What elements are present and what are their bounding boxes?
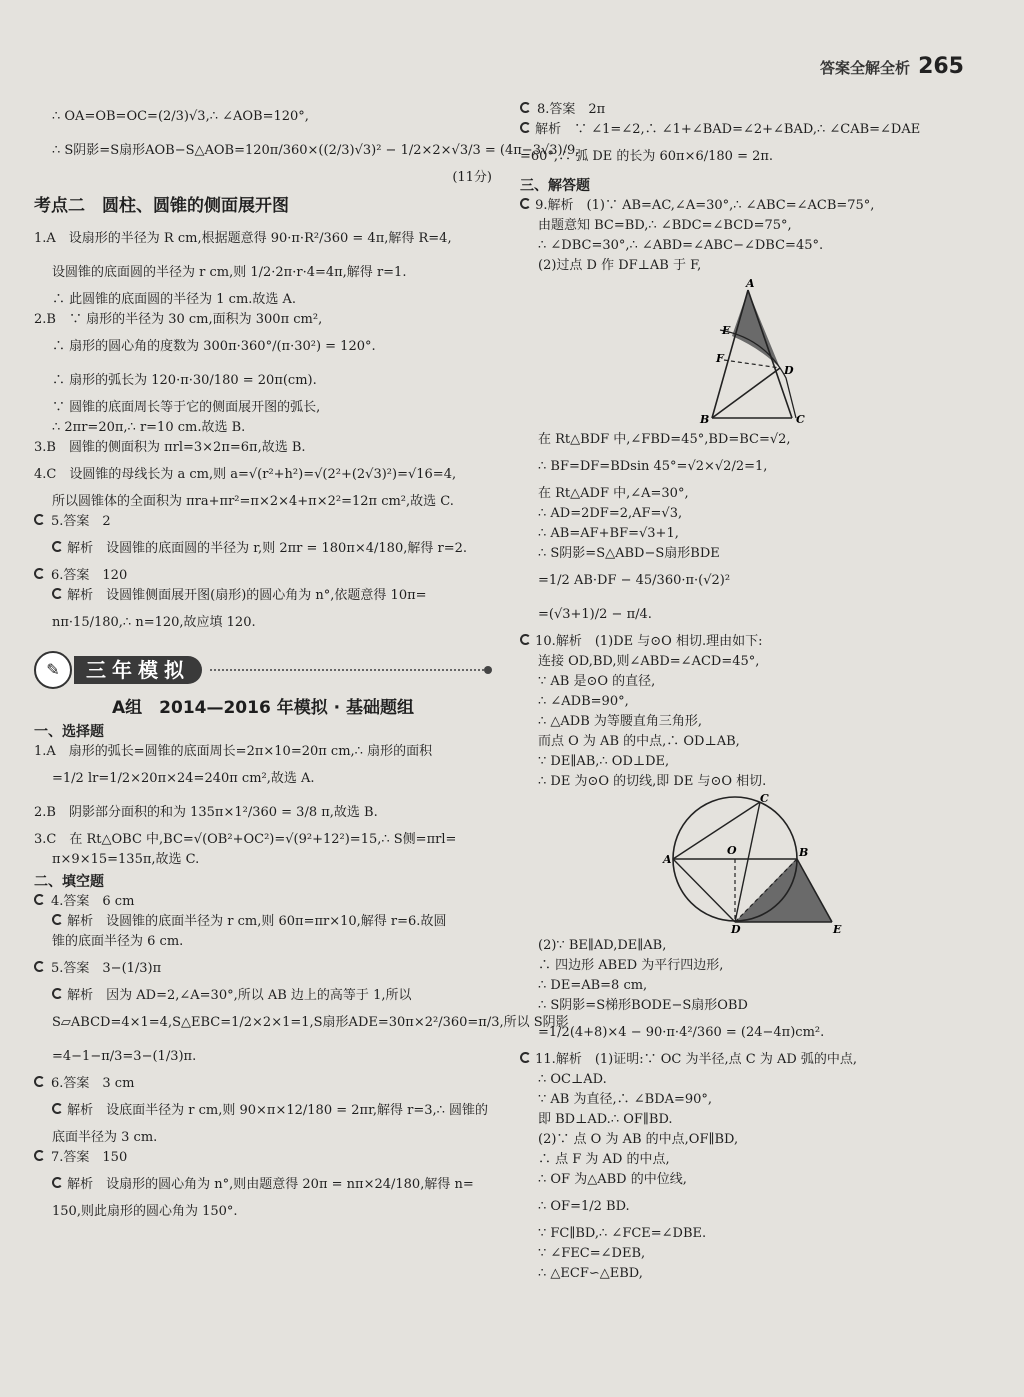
segment-ac: [673, 802, 760, 859]
analysis-line: [34, 912, 492, 932]
analysis-line: [34, 586, 492, 606]
answer-icon: [34, 1150, 45, 1161]
answer-icon: [520, 102, 531, 113]
text-line: =(√3+1)/2 − π/4.: [538, 607, 652, 622]
text-line: ∴ 扇形的圆心角的度数为 300π·360°/(π·30²) = 120°.: [52, 339, 376, 354]
text-line: ∵ FC∥BD,∴ ∠FCE=∠DBE.: [538, 1226, 707, 1241]
text-line: =1/2 AB·DF − 45/360·π·(√2)²: [538, 573, 731, 588]
answer-icon: [34, 961, 45, 972]
analysis-icon: [520, 634, 531, 645]
segment-df: [724, 360, 780, 368]
answer-tag: [520, 102, 531, 113]
text-line: ∴ S阴影=S扇形AOB−S△AOB=120π/360×((2/3)√3)² − 1/2×2×√3/3 = (4π−3√3)/9.: [52, 143, 580, 158]
text-line: (2)∵ 点 O 为 AB 的中点,OF∥BD,: [538, 1132, 739, 1147]
pencil-icon: ✎: [34, 651, 72, 689]
text-line: ∴ △ECF∽△EBD,: [538, 1266, 643, 1281]
answer-icon: [34, 894, 45, 905]
answer-tag: [34, 1150, 45, 1161]
text-line: 1.A 扇形的弧长=圆锥的底面周长=2π×10=20π cm,∴ 扇形的面积: [34, 744, 433, 759]
text-line: ∴ OA=OB=OC=(2/3)√3,∴ ∠AOB=120°,: [52, 109, 309, 124]
label-f: F: [716, 352, 724, 365]
answer-text: 4.答案 6 cm: [51, 894, 135, 909]
answer-line: [520, 100, 975, 120]
label-b: B: [799, 846, 809, 859]
text-line: 底面半径为 3 cm.: [52, 1130, 158, 1145]
subsection-title: 二、填空题: [34, 874, 104, 890]
analysis-text: 解析 设圆锥的底面半径为 r cm,则 60π=πr×10,解得 r=6.故圆: [67, 914, 447, 929]
label-a: A: [746, 278, 755, 290]
label-c: C: [760, 794, 769, 805]
text-line: =1/2(4+8)×4 − 90·π·4²/360 = (24−4π)cm².: [538, 1025, 825, 1040]
section-title: 考点二 圆柱、圆锥的侧面展开图: [34, 196, 289, 216]
analysis-icon: [520, 122, 531, 133]
circle-figure: [520, 794, 975, 934]
label-e: E: [722, 324, 731, 337]
subsection-title: 三、解答题: [520, 178, 590, 194]
text-line: 2.B ∵ 扇形的半径为 30 cm,面积为 300π cm²,: [34, 312, 323, 327]
score-note: (11分): [452, 170, 492, 185]
text-line: ∵ AB 为直径,∴ ∠BDA=90°,: [538, 1092, 713, 1107]
answer-text: 5.答案 2: [51, 514, 111, 529]
analysis-text: 9.解析 (1)∵ AB=AC,∠A=30°,∴ ∠ABC=∠ACB=75°,: [535, 198, 875, 213]
answer-icon: [34, 514, 45, 525]
text-line: 即 BD⊥AD.∴ OF∥BD.: [538, 1112, 673, 1127]
text-line: ∴ OF 为△ABD 的中位线,: [538, 1172, 687, 1187]
text-line: ∴ 点 F 为 AD 的中点,: [538, 1152, 670, 1167]
page-header: [820, 54, 964, 79]
answer-line: [34, 512, 492, 532]
banner-divider: [210, 669, 484, 671]
answer-icon: [34, 568, 45, 579]
analysis-line: [34, 986, 492, 1006]
analysis-line: [34, 1094, 492, 1128]
text-line: ∴ 扇形的弧长为 120·π·30/180 = 20π(cm).: [52, 373, 317, 388]
answer-line: [34, 1074, 492, 1094]
text-line: ∴ OF=1/2 BD.: [538, 1199, 630, 1214]
answer-tag: [34, 514, 45, 525]
analysis-icon: [52, 588, 63, 599]
text-line: (2)过点 D 作 DF⊥AB 于 F,: [538, 258, 702, 273]
label-o: O: [727, 844, 737, 857]
text-line: ∴ △ADB 为等腰直角三角形,: [538, 714, 703, 729]
page-number: 265: [918, 54, 964, 79]
text-line: =60°,∴ 弧 DE 的长为 60π×6/180 = 2π.: [520, 149, 774, 164]
label-a: A: [663, 853, 672, 866]
text-line: 锥的底面半径为 6 cm.: [52, 934, 184, 949]
text-line: 设圆锥的底面圆的半径为 r cm,则 1/2·2π·r·4=4π,解得 r=1.: [52, 265, 407, 280]
shaded-region: [732, 290, 780, 368]
text-line: ∴ OC⊥AD.: [538, 1072, 607, 1087]
analysis-icon: [52, 1103, 63, 1114]
text-line: 1.A 设扇形的半径为 R cm,根据题意得 90·π·R²/360 = 4π,解得 R=4,: [34, 231, 452, 246]
text-line: 150,则此扇形的圆心角为 150°.: [52, 1204, 238, 1219]
text-line: ∴ ∠ADB=90°,: [538, 694, 629, 709]
answer-text: 8.答案 2π: [537, 102, 606, 117]
banner-end-dot: [484, 666, 492, 674]
answer-line: [34, 566, 492, 586]
analysis-text: 解析 设底面半径为 r cm,则 90×π×12/180 = 2πr,解得 r=3,∴ 圆锥的: [67, 1103, 489, 1118]
text-line: ∴ 此圆锥的底面圆的半径为 1 cm.故选 A.: [52, 292, 297, 307]
text-line: 由题意知 BC=BD,∴ ∠BDC=∠BCD=75°,: [538, 218, 792, 233]
text-line: =4−1−π/3=3−(1/3)π.: [52, 1049, 197, 1064]
analysis-text: 解析 因为 AD=2,∠A=30°,所以 AB 边上的高等于 1,所以: [67, 988, 412, 1003]
answer-text: 5.答案 3−(1/3)π: [51, 961, 162, 976]
text-line: =1/2 lr=1/2×20π×24=240π cm²,故选 A.: [52, 771, 315, 786]
label-b: B: [700, 413, 710, 426]
analysis-line: [520, 196, 975, 216]
text-line: ∵ DE∥AB,∴ OD⊥DE,: [538, 754, 670, 769]
right-column: [520, 100, 975, 1284]
answer-icon: [34, 1076, 45, 1087]
answer-text: 6.答案 3 cm: [51, 1076, 135, 1091]
text-line: ∵ AB 是⊙O 的直径,: [538, 674, 656, 689]
answer-line: [34, 892, 492, 912]
analysis-line: [520, 632, 975, 652]
text-line: ∵ 圆锥的底面周长等于它的侧面展开图的弧长,: [52, 400, 321, 415]
text-line: (2)∵ BE∥AD,DE∥AB,: [538, 938, 667, 953]
analysis-text: 10.解析 (1)DE 与⊙O 相切.理由如下:: [535, 634, 763, 649]
label-e: E: [833, 923, 842, 934]
label-c: C: [796, 413, 805, 426]
text-line: ∴ AB=AF+BF=√3+1,: [538, 526, 679, 541]
text-line: 3.B 圆锥的侧面积为 πrl=3×2π=6π,故选 B.: [34, 440, 306, 455]
text-line: ∵ ∠FEC=∠DEB,: [538, 1246, 646, 1261]
analysis-line: [34, 1168, 492, 1202]
text-line: 在 Rt△BDF 中,∠FBD=45°,BD=BC=√2,: [538, 432, 791, 447]
text-line: ∴ AD=2DF=2,AF=√3,: [538, 506, 683, 521]
answer-line: [34, 952, 492, 986]
answer-tag: [34, 568, 45, 579]
text-line: 2.B 阴影部分面积的和为 135π×1²/360 = 3/8 π,故选 B.: [34, 805, 378, 820]
text-line: 3.C 在 Rt△OBC 中,BC=√(OB²+OC²)=√(9²+12²)=15,∴ S侧=πrl=: [34, 832, 457, 847]
analysis-text: 解析 设圆锥侧面展开图(扇形)的圆心角为 n°,依题意得 10π=: [67, 588, 427, 603]
analysis-line: [34, 532, 492, 566]
answer-line: [34, 1148, 492, 1168]
text-line: π×9×15=135π,故选 C.: [52, 852, 200, 867]
text-line: ∴ DE 为⊙O 的切线,即 DE 与⊙O 相切.: [538, 774, 767, 789]
analysis-text: 解析 ∵ ∠1=∠2,∴ ∠1+∠BAD=∠2+∠BAD,∴ ∠CAB=∠DAE: [535, 122, 921, 137]
text-line: 4.C 设圆锥的母线长为 a cm,则 a=√(r²+h²)=√(2²+(2√3)²)=√16=4,: [34, 467, 457, 482]
analysis-text: 解析 设圆锥的底面圆的半径为 r,则 2πr = 180π×4/180,解得 r=2.: [67, 541, 467, 556]
text-line: ∴ DE=AB=8 cm,: [538, 978, 648, 993]
answer-text: 6.答案 120: [51, 568, 128, 583]
answer-tag: [34, 1076, 45, 1087]
segment-bd: [712, 368, 780, 418]
analysis-icon: [52, 1177, 63, 1188]
text-line: ∴ ∠DBC=30°,∴ ∠ABD=∠ABC−∠DBC=45°.: [538, 238, 824, 253]
header-label: 答案全解全析: [820, 59, 911, 77]
analysis-text: 解析 设扇形的圆心角为 n°,则由题意得 20π = nπ×24/180,解得 n=: [67, 1177, 474, 1192]
analysis-icon: [52, 988, 63, 999]
triangle-figure: [520, 278, 975, 428]
banner-title: 三年模拟: [74, 656, 202, 684]
text-line: 连接 OD,BD,则∠ABD=∠ACD=45°,: [538, 654, 760, 669]
analysis-text: 11.解析 (1)证明:∵ OC 为半径,点 C 为 AD 弧的中点,: [535, 1052, 858, 1067]
text-line: S▱ABCD=4×1=4,S△EBC=1/2×2×1=1,S扇形ADE=30π×2²/360=π/3,所以 S阴影: [52, 1015, 569, 1030]
analysis-icon: [52, 541, 63, 552]
group-title: A组 2014—2016 年模拟 · 基础题组: [112, 698, 414, 718]
answer-tag: [34, 894, 45, 905]
section-banner: [34, 648, 492, 692]
answer-tag: [34, 961, 45, 972]
analysis-icon: [520, 198, 531, 209]
text-line: 而点 O 为 AB 的中点,∴ OD⊥AB,: [538, 734, 740, 749]
label-d: D: [731, 923, 741, 934]
analysis-icon: [520, 1052, 531, 1063]
analysis-line: [520, 120, 975, 140]
answer-text: 7.答案 150: [51, 1150, 128, 1165]
text-line: 在 Rt△ADF 中,∠A=30°,: [538, 486, 689, 501]
analysis-line: [520, 1050, 975, 1070]
label-d: D: [784, 364, 794, 377]
analysis-icon: [52, 914, 63, 925]
text-line: ∴ 四边形 ABED 为平行四边形,: [538, 958, 724, 973]
text-line: ∴ BF=DF=BDsin 45°=√2×√2/2=1,: [538, 459, 768, 474]
segment-ac: [748, 290, 792, 418]
text-line: ∴ S阴影=S△ABD−S扇形BDE: [538, 546, 720, 561]
text-line: ∴ 2πr=20π,∴ r=10 cm.故选 B.: [52, 420, 246, 435]
subsection-title: 一、选择题: [34, 724, 104, 740]
shaded-triangle: [735, 859, 832, 922]
text-line: 所以圆锥体的全面积为 πra+πr²=π×2×4+π×2²=12π cm²,故选 C.: [52, 494, 454, 509]
text-line: ∴ S阴影=S梯形BODE−S扇形OBD: [538, 998, 748, 1013]
text-line: nπ·15/180,∴ n=120,故应填 120.: [52, 615, 256, 630]
